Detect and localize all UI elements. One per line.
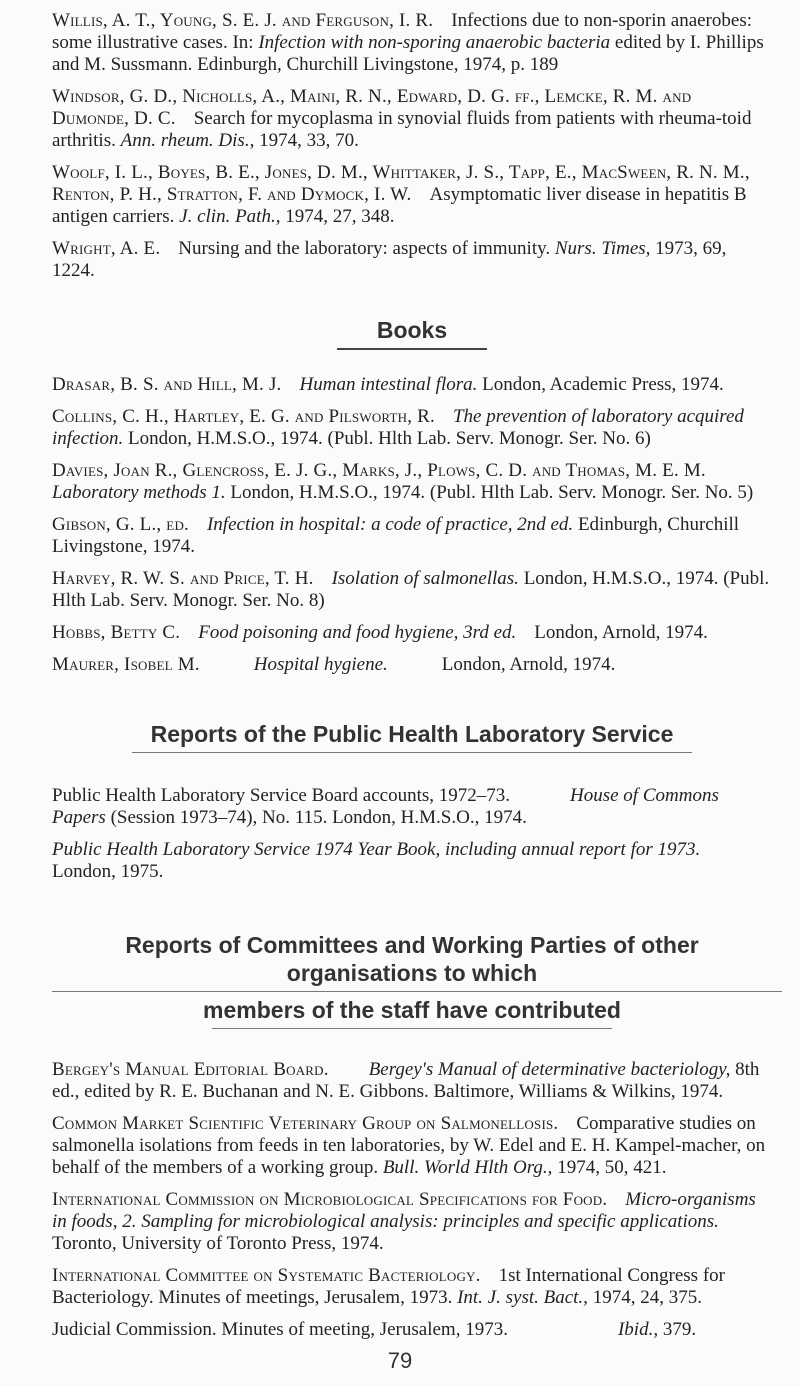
heading-underline — [132, 752, 692, 753]
section-heading-phls: Reports of the Public Health Laboratory Service — [150, 721, 674, 747]
section-heading-committees: Reports of Committees and Working Parties of other organisations to which — [125, 932, 699, 986]
reference-in-prefix: In: — [232, 32, 254, 53]
book-author: Hobbs, Betty C. — [52, 622, 181, 643]
reference-entry — [52, 86, 772, 152]
reference-title: Asymptomatic liver disease in hepatitis B antigen carriers. — [52, 184, 747, 227]
committee-details: 1974, 50, 421. — [557, 1157, 667, 1178]
heading-underline — [52, 991, 782, 992]
report-entry — [52, 785, 772, 829]
committee-details: 379. — [662, 1319, 697, 1340]
committee-details: 1974, 24, 375. — [592, 1287, 702, 1308]
committee-text: Comparative studies on salmonella isolations from feeds in ten laboratories, by W. Edel and E. H. Kampel-macher, on behalf of the members of a working group. — [52, 1113, 766, 1178]
book-entry — [52, 374, 772, 396]
committee-author: Common Market Scientific Veterinary Group on Salmonellosis. — [52, 1113, 559, 1134]
book-entry — [52, 622, 772, 644]
page-number: 79 — [387, 1348, 413, 1373]
book-entry — [52, 514, 772, 558]
reference-author: Willis, A. T., Young, S. E. J. and Ferguson, I. R. — [52, 10, 434, 31]
reference-details: 1973, 69, 1224. — [52, 238, 727, 281]
committee-entry — [52, 1059, 772, 1103]
reference-details: 1974, 33, 70. — [259, 130, 359, 151]
book-entry — [52, 406, 772, 450]
book-title: Infection in hospital: a code of practice, 2nd ed. — [206, 514, 574, 535]
committee-source: Ibid., — [617, 1319, 659, 1340]
book-author: Maurer, Isobel M. — [52, 654, 200, 675]
section-heading-committees-line2: members of the staff have contributed — [203, 997, 621, 1023]
book-details: London, H.M.S.O., 1974. (Publ. Hlth Lab. Serv. Monogr. Ser. No. 8) — [52, 568, 770, 611]
committee-entry — [52, 1319, 772, 1341]
reference-source: Ann. rheum. Dis., — [120, 130, 255, 151]
book-details: London, H.M.S.O., 1974. (Publ. Hlth Lab. Serv. Monogr. Ser. No. 6) — [127, 428, 651, 449]
reference-title: Infections due to non-sporin anaerobes: some illustrative cases. — [52, 10, 752, 53]
book-author: Gibson, G. L., ed. — [52, 514, 189, 535]
phls-reports-section — [52, 720, 772, 883]
reference-details: 1974, 27, 348. — [285, 206, 395, 227]
reference-source: Nurs. Times, — [554, 238, 651, 259]
book-title: Isolation of salmonellas. — [331, 568, 519, 589]
reference-title: Search for mycoplasma in synovial fluids from patients with rheuma-toid arthritis. — [52, 108, 752, 151]
committee-details: Toronto, University of Toronto Press, 1974. — [52, 1233, 384, 1254]
committee-entry — [52, 1113, 772, 1179]
book-author: Drasar, B. S. and Hill, M. J. — [52, 374, 282, 395]
section-heading-books: Books — [376, 317, 448, 343]
report-entry — [52, 839, 772, 883]
book-details: London, Academic Press, 1974. — [482, 374, 724, 395]
committee-source: Bull. World Hlth Org., — [382, 1157, 553, 1178]
committee-source: Bergey's Manual of determinative bacteriology, — [368, 1059, 731, 1080]
committee-author: International Committee on Systematic Bacteriology. — [52, 1265, 481, 1286]
book-details: London, Arnold, 1974. — [441, 654, 616, 675]
book-details: Edinburgh, Churchill Livingstone, 1974. — [52, 514, 740, 557]
journal-references — [52, 10, 772, 282]
book-entry — [52, 568, 772, 612]
book-author: Harvey, R. W. S. and Price, T. H. — [52, 568, 314, 589]
committee-text: Judicial Commission. Minutes of meeting, Jerusalem, 1973. — [52, 1319, 508, 1340]
reference-details: edited by I. Phillips and M. Sussmann. Edinburgh, Churchill Livingstone, 1974, p. 189 — [52, 32, 764, 75]
book-title: Laboratory methods 1. — [52, 482, 226, 503]
reference-title: Nursing and the laboratory: aspects of immunity. — [178, 238, 551, 259]
committee-details: 8th ed., edited by R. E. Buchanan and N. E. Gibbons. Baltimore, Williams & Wilkins, 1974. — [52, 1059, 760, 1102]
report-source: House of Commons Papers — [52, 785, 719, 828]
book-author: Collins, C. H., Hartley, E. G. and Pilsworth, R. — [52, 406, 435, 427]
reference-source: Infection with non-sporing anaerobic bacteria — [258, 32, 611, 53]
committee-text: 1st International Congress for Bacteriology. Minutes of meetings, Jerusalem, 1973. — [52, 1265, 725, 1308]
book-details: London, H.M.S.O., 1974. (Publ. Hlth Lab. Serv. Monogr. Ser. No. 5) — [230, 482, 754, 503]
report-details: London, 1975. — [52, 861, 164, 882]
book-title: Hospital hygiene. — [253, 654, 388, 675]
reference-entry — [52, 238, 772, 282]
committee-author: International Commission on Microbiological Specifications for Food. — [52, 1189, 608, 1210]
committee-entry — [52, 1189, 772, 1255]
report-title: Public Health Laboratory Service Board accounts, 1972–73. — [52, 785, 510, 806]
committee-source: Int. J. syst. Bact., — [457, 1287, 588, 1308]
book-title: Food poisoning and food hygiene, 3rd ed. — [198, 622, 517, 643]
book-entry — [52, 460, 772, 504]
reference-entry — [52, 162, 772, 228]
report-title: Public Health Laboratory Service 1974 Year Book, including annual report for 1973. — [52, 839, 701, 860]
report-details: (Session 1973–74), No. 115. London, H.M.S.O., 1974. — [110, 807, 527, 828]
committees-section — [52, 931, 772, 1341]
heading-underline — [337, 348, 487, 350]
book-title: The prevention of laboratory acquired infection. — [52, 406, 744, 449]
reference-author: Windsor, G. D., Nicholls, A., Maini, R. N., Edward, D. G. ff., Lemcke, R. M. and Dumonde, D. C. — [52, 86, 692, 129]
reference-source: J. clin. Path., — [179, 206, 281, 227]
reference-author: Wright, A. E. — [52, 238, 161, 259]
book-title: Human intestinal flora. — [299, 374, 478, 395]
book-entry — [52, 654, 772, 676]
book-details: London, Arnold, 1974. — [534, 622, 708, 643]
book-author: Davies, Joan R., Glencross, E. J. G., Marks, J., Plows, C. D. and Thomas, M. E. M. — [52, 460, 706, 481]
books-section — [52, 316, 772, 676]
reference-entry — [52, 10, 772, 76]
committee-source: Micro-organisms in foods, 2. Sampling for microbiological analysis: principles and specific applications. — [52, 1189, 756, 1232]
committee-author: Bergey's Manual Editorial Board. — [52, 1059, 329, 1080]
heading-underline — [212, 1028, 612, 1029]
committee-entry — [52, 1265, 772, 1309]
reference-author: Woolf, I. L., Boyes, B. E., Jones, D. M., Whittaker, J. S., Tapp, E., MacSween, R. N. M., Renton, P. H., Stratton, F. and Dymock, I. W. — [52, 162, 750, 205]
